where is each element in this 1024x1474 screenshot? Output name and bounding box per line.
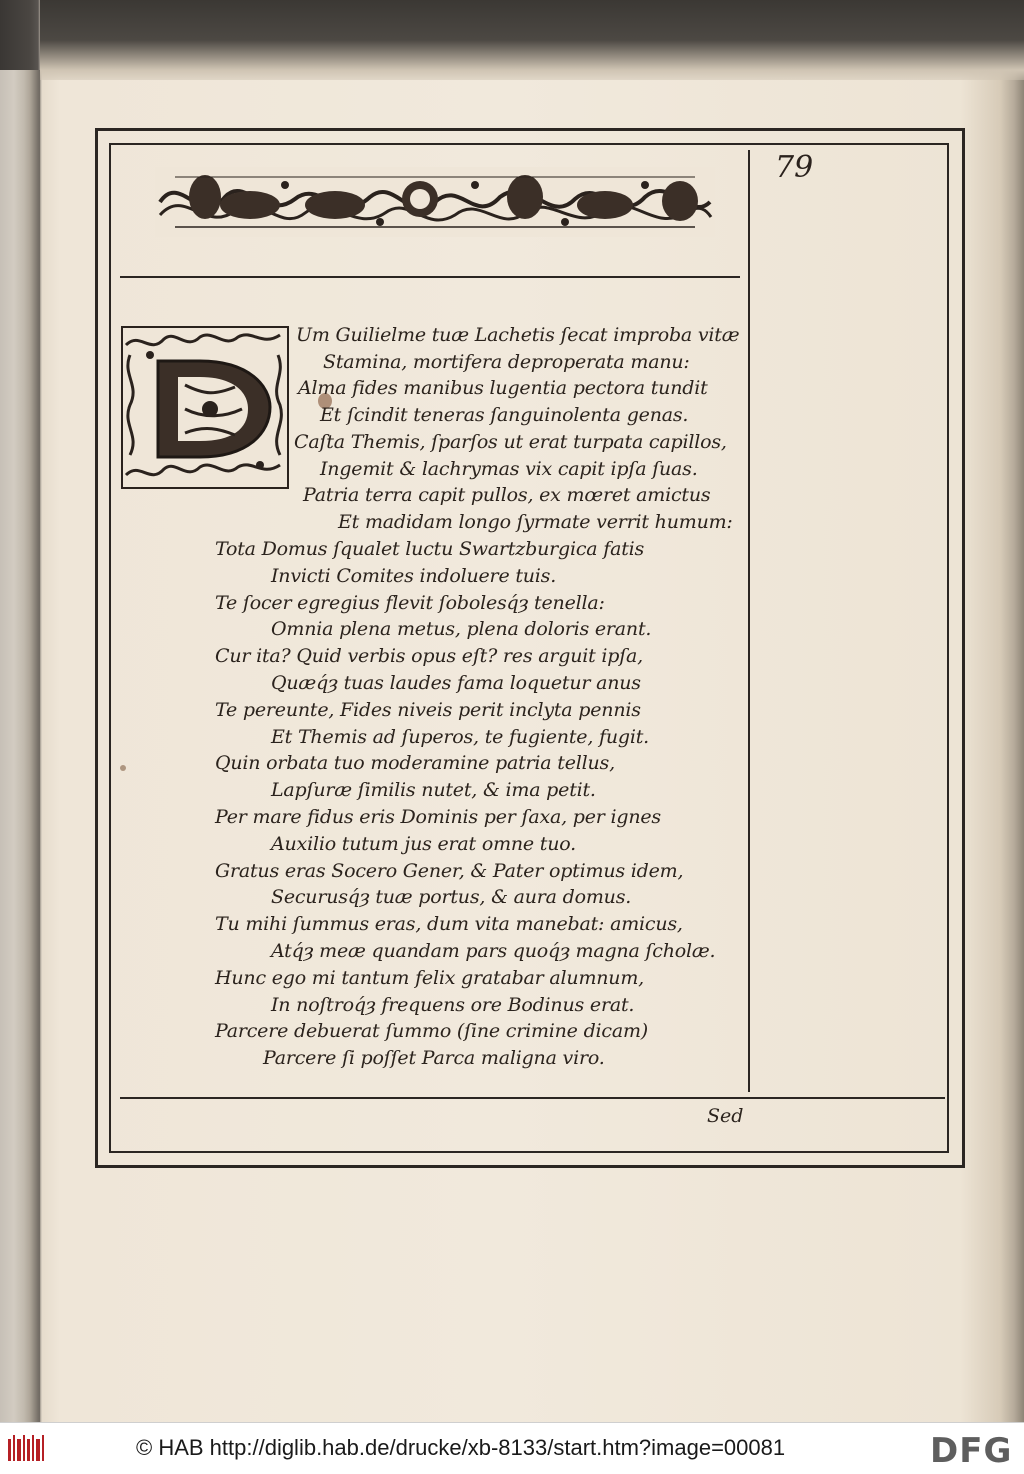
- poem-line: Tu mihi ſummus eras, dum vita manebat: amicus,: [215, 913, 683, 935]
- poem-line: Atq́ȝ meæ quandam pars quoq́ȝ magna ſcholæ.: [271, 940, 716, 962]
- poem-line: Lapſuræ ſimilis nutet, & ima petit.: [271, 779, 596, 801]
- poem-line: Te pereunte, Fides niveis perit inclyta pennis: [215, 699, 641, 721]
- poem-line: Stamina, mortifera deproperata manu:: [323, 351, 690, 373]
- poem-line: Et ſcindit teneras ſanguinolenta genas.: [320, 404, 689, 426]
- poem-line: Quæq́ȝ tuas laudes fama loquetur anus: [271, 672, 641, 694]
- image-credit-link[interactable]: © HAB http://diglib.hab.de/drucke/xb-8133/start.htm?image=00081: [136, 1435, 786, 1460]
- catchword: Sed: [707, 1105, 744, 1127]
- poem-line: Tota Domus ſqualet luctu Swartzburgica fatis: [215, 538, 645, 560]
- poem-line: Caſta Themis, ſparſos ut erat turpata capillos,: [294, 431, 727, 453]
- poem-line: Parcere debuerat ſummo (ſine crimine dicam): [215, 1020, 649, 1042]
- poem-line: Patria terra capit pullos, ex mœret amictus: [303, 484, 711, 506]
- poem-line: In noſtroq́ȝ frequens ore Bodinus erat.: [271, 994, 635, 1016]
- poem-line: Um Guilielme tuæ Lachetis ſecat improba vitæ: [296, 324, 740, 346]
- poem-line: Ingemit & lachrymas vix capit ipſa ſuas.: [320, 458, 698, 480]
- poem-line: Quin orbata tuo moderamine patria tellus,: [215, 752, 615, 774]
- poem-line: Et madidam longo ſyrmate verrit humum:: [338, 511, 733, 533]
- poem-line: Auxilio tutum jus erat omne tuo.: [271, 833, 577, 855]
- hab-barcode-icon[interactable]: [6, 1433, 46, 1465]
- poem-line: Et Themis ad ſuperos, te fugiente, fugit.: [271, 726, 649, 748]
- poem-line: Gratus eras Socero Gener, & Pater optimus idem,: [215, 860, 684, 882]
- poem-line: Per mare fidus eris Dominis per ſaxa, per ignes: [215, 806, 661, 828]
- poem-line: Invicti Comites indoluere tuis.: [271, 565, 557, 587]
- page-number: 79: [775, 150, 814, 185]
- viewer-footer-bar: [0, 1422, 1024, 1474]
- poem-line: Parcere ſi poſſet Parca maligna viro.: [263, 1047, 605, 1069]
- poem-line: Securusq́ȝ tuæ portus, & aura domus.: [271, 886, 632, 908]
- poem-line: Alma fides manibus lugentia pectora tundit: [298, 377, 708, 399]
- poem-line: Cur ita? Quid verbis opus eſt? res arguit ipſa,: [215, 645, 644, 667]
- poem-line: Hunc ego mi tantum felix gratabar alumnum,: [215, 967, 644, 989]
- dfg-logo: DFG: [930, 1431, 1013, 1471]
- poem-line: Te ſocer egregius flevit ſobolesq́ȝ tenella:: [215, 592, 605, 614]
- poem-line: Omnia plena metus, plena doloris erant.: [271, 618, 652, 640]
